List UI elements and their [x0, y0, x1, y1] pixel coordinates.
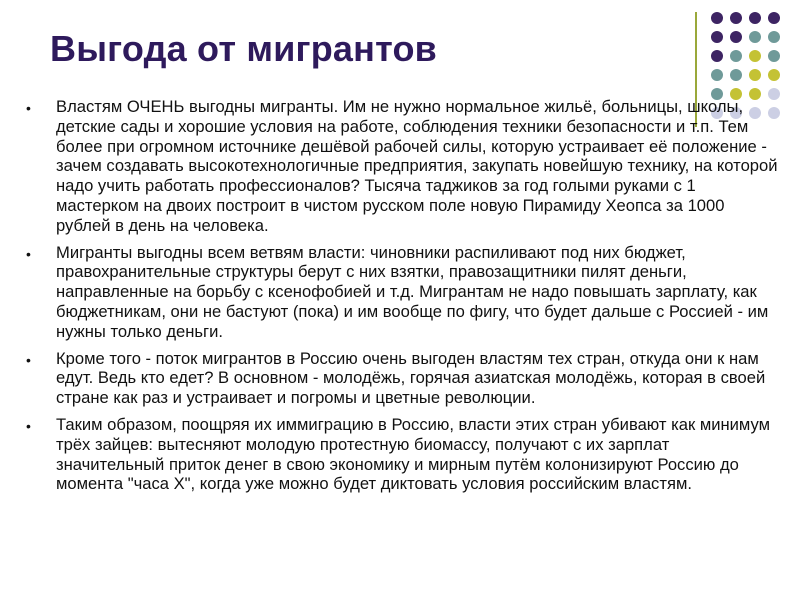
paragraph-text: Кроме того - поток мигрантов в Россию очень выгоден властям тех стран, откуда они к нам едут. Ведь кто едет? В основном - молодёжь, горячая азиатская молодёжь, которая в своей стране как раз и устраивает и погромы и цветные революции. — [56, 348, 766, 408]
bullet-icon: • — [26, 100, 31, 116]
decorative-dot — [749, 50, 761, 62]
decorative-dot — [711, 69, 723, 81]
decorative-dot — [768, 69, 780, 81]
decorative-dot — [749, 31, 761, 43]
decorative-dot — [730, 12, 742, 24]
bullet-list — [26, 97, 778, 501]
list-item — [26, 97, 778, 236]
bullet-icon: • — [26, 245, 31, 262]
list-item — [26, 349, 778, 408]
decorative-dot — [768, 50, 780, 62]
paragraph-text: Мигранты выгодны всем ветвям власти: чиновники распиливают под них бюджет, правохранительные структуры берут с них взятки, правозащитники пилят деньги, направленные на борьбу с ксенофобией и т.д. Мигрантам не надо повышать зарплату, как бюджетникам, они не бастуют (пока) и им вообще по фигу, что будет дальше с Россией - им нужны только деньги. — [56, 242, 769, 341]
decorative-dot — [711, 50, 723, 62]
paragraph-text: Властям ОЧЕНЬ выгодны мигранты. Им не нужно нормальное жильё, больницы, школы, детские сады и хорошие условия на работе, соблюдения техники безопасности и т.п. Тем более при огромном источнике дешёвой рабочей силы, которую устраивает её положение - зачем создавать высокотехнологичные предприятия, закупать новейшую технику, на которой надо учить работать профессионалов? Тысяча таджиков за год голыми руками с 1 мастерком на двоих построит в чистом русском поле новую Пирамиду Хеопса за 1000 рублей в день на человека. — [56, 97, 778, 235]
decorative-dot — [730, 31, 742, 43]
paragraph-text: Таким образом, поощряя их иммиграцию в Россию, власти этих стран убивают как минимум трёх зайцев: вытесняют молодую протестную биомассу, получают с их зарплат значительный приток денег в свою экономику и мирным путём колонизируют Россию до момента "часа Х", когда уже можно будет диктовать условия российским властям. — [56, 414, 771, 494]
decorative-dot — [768, 12, 780, 24]
decorative-dot — [749, 12, 761, 24]
decorative-dot — [749, 69, 761, 81]
decorative-dot — [768, 31, 780, 43]
slide-title: Выгода от мигрантов — [50, 28, 437, 69]
decorative-dot — [711, 31, 723, 43]
bullet-icon: • — [26, 417, 31, 434]
decorative-dot — [730, 50, 742, 62]
decorative-dot — [730, 69, 742, 81]
bullet-icon: • — [26, 351, 31, 368]
list-item — [26, 243, 778, 342]
list-item — [26, 415, 778, 494]
decorative-dot — [711, 12, 723, 24]
